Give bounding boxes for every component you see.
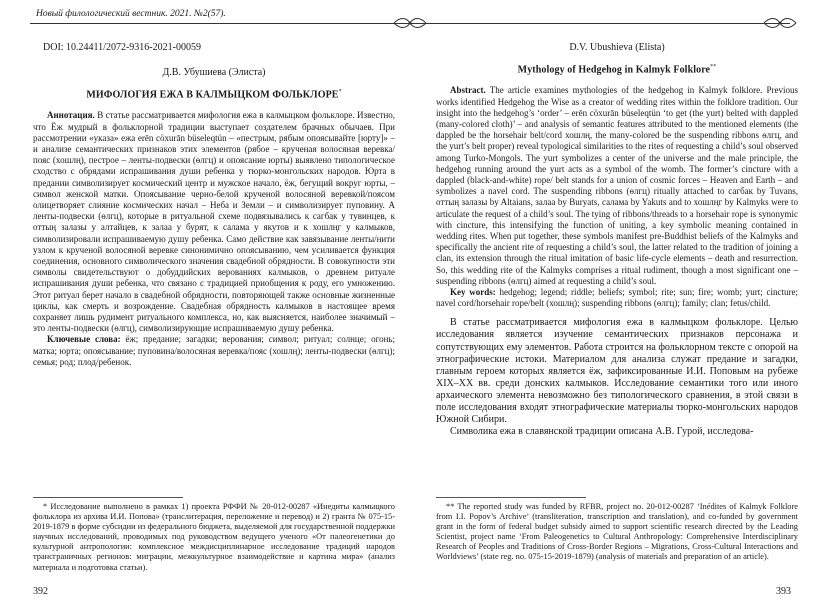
abstract-ru-label: Аннотация.	[47, 110, 95, 121]
body-paragraph: В статье рассматривается мифология ежа в калмыцком фольклоре. Целью исследования является изучение семантических признаков персонажа и сопутствующих ему элементов. Работа строится на фольклорном тексте с опорой на этнографические истоки. Материалом для анализа служат предание и загадки, главным героем которых является ёж, зафиксированные И.И. Поповым на рубеже XIX–XX вв. среди донских калмыков. Исследование семантики того или иного архаического элемента невозможно без типологического сравнения, в этой связи в поле исследования входят этнографические материалы тюрко-монгольских народов Южной Сибири.	[436, 317, 798, 426]
decorative-flourish-icon	[392, 15, 428, 31]
keywords-en-label: Key words:	[450, 286, 496, 297]
abstract-ru-text: В статье рассматривается мифология ежа в калмыцком фольклоре. Известно, что Ёж мудрый в фольклорной традиции выступает создателем брачных обычаев. При рассмотрении «указа» ежа erēn cöxurān büseleqtün – «пестрым, рябым опоясывайте [юрту]» – и анализе семантических признаков этих элементов (рябое – крученая волосяная веревка/пояс (хошлң), пестрое – ленты-подвески (өлгц) и опоясание юрты) выявлено типологическое сходство с обрядами испрашивания души ребенка у тюрко-монгольских народов. Юрта в предании символизирует космический центр и мужское начало, ёж, бегущий вокруг юрты, – символ женской матки. Опоясывание черно-белой крученой волосяной веревкой/поясом олицетворяет слияние космических начал – Неба и Земли – и символизирует пуповину. А ленты-подвески (өлгц), которые в ритуальной схеме подвязывались к сагбак у тувинцев, к оттың залазы у алтайцев, к залаа у бурят, к салама у якутов и к хошлңг у калмыков, символизировали испрашиваемую душу ребенка. Само действие как завязывание ленты/нити узлом к крученой волосяной веревке синонимично опоясыванию, чем усиливается функция соединения, основного символического значения свадебной обрядности. В совокупности эти символы свидетельствуют о добуддийских верованиях калмыков, о древнем ритуале испрашивания души ребенка, что связано с традицией приобщения к роду, его умножению. Этот ритуал берет начало в свадебной обрядности, повторяющей также основные жизненные циклы, как смерть и возрождение. Свадебная обрядность калмыков в настоящее время сохраняет лишь рудимент ритуального комплекса, но, как выясняется, наиболее значимый – это ленты-подвески (өлгц), символизирующие испрашиваемую душу ребенка.	[33, 110, 396, 334]
title-en-footnote-mark: **	[710, 64, 717, 70]
decorative-flourish-icon	[762, 15, 798, 31]
right-page	[436, 42, 798, 438]
body-paragraph: Символика ежа в славянской традиции описана А.В. Гурой, исследова-	[450, 426, 754, 438]
footnote-rule	[33, 497, 183, 498]
title-ru-footnote-mark: *	[338, 89, 342, 95]
abstract-en-label: Abstract.	[450, 85, 486, 96]
title-en-text: Mythology of Hedgehog in Kalmyk Folklore	[517, 64, 711, 76]
left-page	[33, 42, 395, 368]
author-ru: Д.В. Убушиева (Элиста)	[162, 67, 266, 78]
title-ru-text: МИФОЛОГИЯ ЕЖА В КАЛМЫЦКОМ ФОЛЬКЛОРЕ	[86, 89, 339, 101]
page-number-right: 393	[776, 586, 791, 597]
footnote-en-text: ** The reported study was funded by RFBR, project no. 20-012-00287 ‘Inédites of Kalmyk Folklore from I.I. Popov’s Archive’ (transliteration, transcription and translation), and co-funded by government grant in the form of federal budget subsidy aimed to support scientific research directed by the Leading Scientist, project name ‘From Paleogenetics to Cultural Anthropology: Comprehensive Interdisciplinary Research of Peoples and Traditions of Cross-Border Regions – Migrations, Cross-Cultural Interactions and Worldviews’ (state reg. no. 075-15-2019-1879) (analysis of materials and preparation of an article).	[436, 502, 798, 562]
footnote-en	[436, 497, 798, 563]
title-ru	[33, 89, 395, 100]
title-en	[436, 64, 798, 75]
keywords-ru-text: ёж; предание; загадки; верования; символ; ритуал; солнце; огонь; матка; юрта; опоясывание; пуповина/волосяная веревка/пояс (хошлң); ленты-подвески (өлгц); семья; род; плод/ребенок.	[33, 334, 395, 367]
abstract-en	[436, 85, 798, 309]
keywords-en-text: hedgehog; legend; riddle; beliefs; symbol; rite; sun; fire; womb; yurt; cincture; navel cord/horsehair rope/belt (хошлң); suspending ribbons (өлгц); family; clan; fetus/child.	[436, 286, 799, 309]
doi: DOI: 10.24411/2072-9316-2021-00059	[43, 42, 201, 53]
journal-header: Новый филологический вестник. 2021. №2(57).	[36, 9, 226, 19]
author-en: D.V. Ubushieva (Elista)	[569, 42, 665, 53]
page-number-left: 392	[33, 586, 48, 597]
body-text	[436, 317, 798, 438]
keywords-ru-label: Ключевые слова:	[47, 334, 121, 345]
abstract-en-text: The article examines mythologies of the hedgehog in Kalmyk folklore. Previous works identified Hedgehog the Wise as a creator of wedding rites within the folklore tradition. Our insight into the hedgehog’s ‘order’ – erēn cöxurān büseleqtün ‘to get (the yurt) belted with dappled (many-colored cloth)’ – and analysis of semantic features attributed to the mentioned elements (the dappled be the horsehair belt/cord хошлң, the many-colored be the suspending ribbons өлгц, and the yurt’s belt proper) reveal typological similarities to the rites of requesting a child’s soul observed among Turko-Mongols. The yurt symbolizes a center of the universe and the male principle, the hedgehog running around the yurt acts as a symbol of the womb. The former’s cincture with a dappled (black-and-white) rope/ belt stands for a union of cosmic forces – Heaven and Earth – and symbolizes a navel cord. The suspending ribbons (өлгц) ritually attached to сагбак by Tuvans, оттың залазы by Altaians, залаа by Buryats, салама by Yakuts and to хошлңг by Kalmyks were to articulate the request of a child’s soul. The tying of ribbons/threads to a horsehair rope is synonymic with cincture, this intensifying the function of uniting, a key symbolic meaning contained in wedding rites. When put together, these symbols manifest pre-Buddhist beliefs of the Kalmyks and specifically the ancient rite of requesting a child’s soul, the latter related to the tradition of joining a clan, its extension through the ritual imitation of basic life-cycle elements – death and resurrection. So, this wedding rite of the Kalmyks comprises a ritual rudiment, though a most significant one – suspending ribbons (өлгц) aimed at requesting a child’s soul.	[436, 85, 798, 286]
footnote-ru	[33, 497, 395, 573]
footnote-ru-text: * Исследование выполнено в рамках 1) проекта РФФИ № 20-012-00287 «Инедиты калмыцкого фольклора из архива И.И. Попова» (транслитерация, переложение и перевод) и 2) гранта № 075-15-2019-1879 в форме субсидии из федерального бюджета, выделяемой для государственной поддержки научных исследований, проводимых под руководством ведущего ученого «От палеогенетики до культурной антропологии: комплексное междисциплинарное исследование традиций народов трансграничных регионов: миграции, межкультурное взаимодействие и картина мира» (анализ материала и подготовка статьи).	[33, 502, 395, 572]
footnote-rule	[436, 497, 586, 498]
abstract-ru	[33, 110, 395, 368]
